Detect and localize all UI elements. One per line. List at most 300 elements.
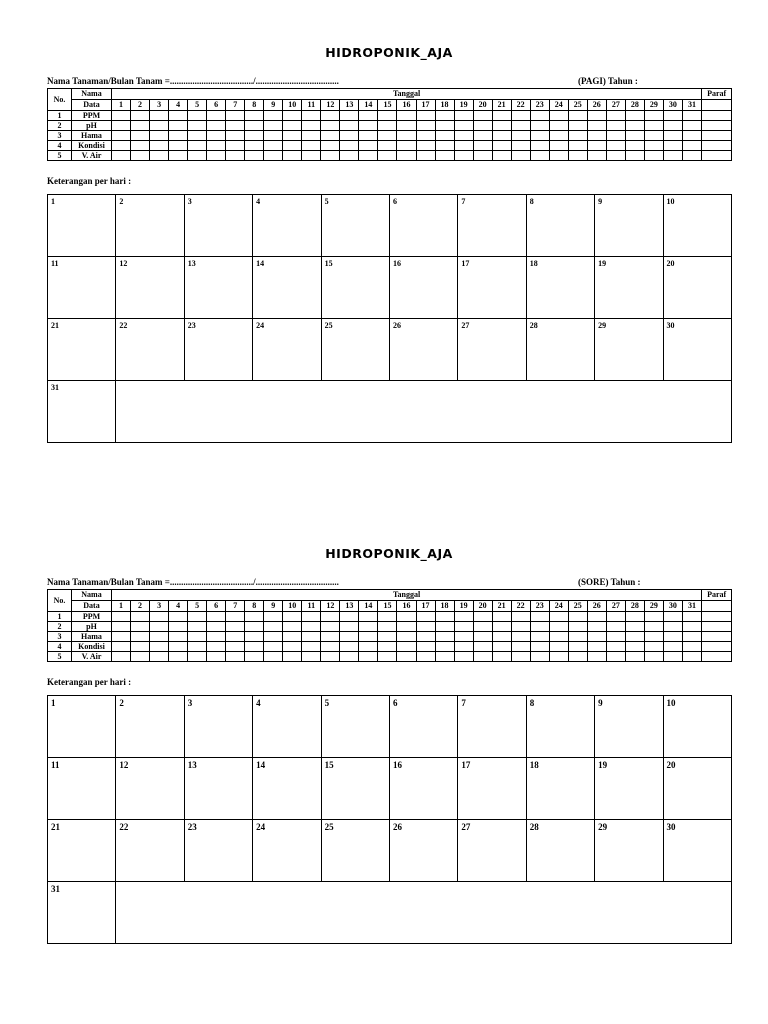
data-cell[interactable] xyxy=(302,652,321,662)
data-cell[interactable] xyxy=(663,141,682,151)
data-cell[interactable] xyxy=(511,111,530,121)
data-cell[interactable] xyxy=(321,121,340,131)
data-cell[interactable] xyxy=(112,612,131,622)
data-cell[interactable] xyxy=(549,652,568,662)
data-cell[interactable] xyxy=(644,121,663,131)
data-cell[interactable] xyxy=(302,121,321,131)
data-cell[interactable] xyxy=(264,111,283,121)
data-cell[interactable] xyxy=(112,121,131,131)
note-day-cell[interactable] xyxy=(116,696,184,758)
note-day-cell[interactable] xyxy=(253,319,321,381)
data-cell[interactable] xyxy=(454,141,473,151)
data-cell[interactable] xyxy=(473,151,492,161)
data-cell[interactable] xyxy=(492,121,511,131)
data-cell[interactable] xyxy=(378,622,397,632)
paraf-cell[interactable] xyxy=(702,121,732,131)
data-cell[interactable] xyxy=(188,642,207,652)
data-cell[interactable] xyxy=(473,141,492,151)
data-cell[interactable] xyxy=(226,642,245,652)
data-cell[interactable] xyxy=(131,622,150,632)
data-cell[interactable] xyxy=(112,622,131,632)
data-cell[interactable] xyxy=(568,622,587,632)
data-cell[interactable] xyxy=(264,622,283,632)
data-cell[interactable] xyxy=(568,612,587,622)
data-cell[interactable] xyxy=(207,131,226,141)
data-cell[interactable] xyxy=(302,131,321,141)
data-cell[interactable] xyxy=(568,131,587,141)
data-cell[interactable] xyxy=(644,642,663,652)
data-cell[interactable] xyxy=(397,141,416,151)
data-cell[interactable] xyxy=(473,622,492,632)
data-cell[interactable] xyxy=(625,111,644,121)
note-day-cell[interactable] xyxy=(48,882,116,944)
data-cell[interactable] xyxy=(169,642,188,652)
data-cell[interactable] xyxy=(112,131,131,141)
data-cell[interactable] xyxy=(625,652,644,662)
data-cell[interactable] xyxy=(682,632,701,642)
data-cell[interactable] xyxy=(207,111,226,121)
data-cell[interactable] xyxy=(359,612,378,622)
data-cell[interactable] xyxy=(131,151,150,161)
data-cell[interactable] xyxy=(587,121,606,131)
note-day-cell[interactable] xyxy=(184,758,252,820)
note-day-cell[interactable] xyxy=(389,696,457,758)
data-cell[interactable] xyxy=(207,612,226,622)
data-cell[interactable] xyxy=(587,652,606,662)
data-cell[interactable] xyxy=(568,141,587,151)
paraf-cell[interactable] xyxy=(702,622,732,632)
data-cell[interactable] xyxy=(131,131,150,141)
data-cell[interactable] xyxy=(511,632,530,642)
data-cell[interactable] xyxy=(283,652,302,662)
note-day-cell[interactable] xyxy=(116,257,184,319)
note-day-cell[interactable] xyxy=(458,758,526,820)
note-day-cell[interactable] xyxy=(253,820,321,882)
data-cell[interactable] xyxy=(169,652,188,662)
data-cell[interactable] xyxy=(454,642,473,652)
data-cell[interactable] xyxy=(454,151,473,161)
data-cell[interactable] xyxy=(245,111,264,121)
note-day-cell[interactable] xyxy=(389,319,457,381)
data-cell[interactable] xyxy=(568,151,587,161)
data-cell[interactable] xyxy=(340,612,359,622)
data-cell[interactable] xyxy=(663,121,682,131)
note-day-cell[interactable] xyxy=(663,696,731,758)
data-cell[interactable] xyxy=(283,131,302,141)
data-cell[interactable] xyxy=(397,151,416,161)
data-cell[interactable] xyxy=(397,622,416,632)
data-cell[interactable] xyxy=(112,652,131,662)
data-cell[interactable] xyxy=(435,121,454,131)
data-cell[interactable] xyxy=(245,131,264,141)
data-cell[interactable] xyxy=(378,131,397,141)
data-cell[interactable] xyxy=(207,622,226,632)
data-cell[interactable] xyxy=(530,141,549,151)
data-cell[interactable] xyxy=(264,642,283,652)
data-cell[interactable] xyxy=(359,642,378,652)
data-cell[interactable] xyxy=(302,141,321,151)
note-day-cell[interactable] xyxy=(458,195,526,257)
data-cell[interactable] xyxy=(359,622,378,632)
data-cell[interactable] xyxy=(226,121,245,131)
note-day-cell[interactable] xyxy=(663,319,731,381)
note-day-cell[interactable] xyxy=(253,257,321,319)
data-cell[interactable] xyxy=(397,632,416,642)
data-cell[interactable] xyxy=(283,121,302,131)
data-cell[interactable] xyxy=(169,632,188,642)
data-cell[interactable] xyxy=(207,121,226,131)
note-day-cell[interactable] xyxy=(116,195,184,257)
data-cell[interactable] xyxy=(302,151,321,161)
note-blank-area[interactable] xyxy=(116,381,732,443)
data-cell[interactable] xyxy=(321,111,340,121)
note-day-cell[interactable] xyxy=(526,257,594,319)
data-cell[interactable] xyxy=(207,642,226,652)
data-cell[interactable] xyxy=(511,121,530,131)
data-cell[interactable] xyxy=(682,131,701,141)
note-day-cell[interactable] xyxy=(48,820,116,882)
data-cell[interactable] xyxy=(283,622,302,632)
data-cell[interactable] xyxy=(131,612,150,622)
paraf-cell[interactable] xyxy=(702,612,732,622)
data-cell[interactable] xyxy=(264,151,283,161)
data-cell[interactable] xyxy=(530,612,549,622)
data-cell[interactable] xyxy=(416,111,435,121)
data-cell[interactable] xyxy=(473,642,492,652)
data-cell[interactable] xyxy=(568,632,587,642)
note-day-cell[interactable] xyxy=(458,319,526,381)
data-cell[interactable] xyxy=(492,632,511,642)
data-cell[interactable] xyxy=(226,632,245,642)
data-cell[interactable] xyxy=(587,151,606,161)
data-cell[interactable] xyxy=(131,121,150,131)
data-cell[interactable] xyxy=(321,632,340,642)
data-cell[interactable] xyxy=(150,151,169,161)
paraf-cell[interactable] xyxy=(702,601,732,612)
note-day-cell[interactable] xyxy=(184,696,252,758)
data-cell[interactable] xyxy=(321,141,340,151)
data-cell[interactable] xyxy=(340,151,359,161)
note-day-cell[interactable] xyxy=(116,820,184,882)
data-cell[interactable] xyxy=(207,151,226,161)
data-cell[interactable] xyxy=(511,652,530,662)
data-cell[interactable] xyxy=(340,141,359,151)
data-cell[interactable] xyxy=(549,131,568,141)
note-day-cell[interactable] xyxy=(595,319,663,381)
data-cell[interactable] xyxy=(112,141,131,151)
data-cell[interactable] xyxy=(587,111,606,121)
data-cell[interactable] xyxy=(321,622,340,632)
note-day-cell[interactable] xyxy=(184,319,252,381)
data-cell[interactable] xyxy=(606,131,625,141)
data-cell[interactable] xyxy=(169,111,188,121)
data-cell[interactable] xyxy=(245,652,264,662)
paraf-cell[interactable] xyxy=(702,131,732,141)
data-cell[interactable] xyxy=(606,632,625,642)
data-cell[interactable] xyxy=(644,151,663,161)
data-cell[interactable] xyxy=(416,141,435,151)
paraf-cell[interactable] xyxy=(702,141,732,151)
data-cell[interactable] xyxy=(435,612,454,622)
data-cell[interactable] xyxy=(549,642,568,652)
note-day-cell[interactable] xyxy=(389,758,457,820)
note-day-cell[interactable] xyxy=(595,195,663,257)
note-day-cell[interactable] xyxy=(389,195,457,257)
data-cell[interactable] xyxy=(150,652,169,662)
data-cell[interactable] xyxy=(188,151,207,161)
data-cell[interactable] xyxy=(511,141,530,151)
data-cell[interactable] xyxy=(682,642,701,652)
note-day-cell[interactable] xyxy=(526,820,594,882)
data-cell[interactable] xyxy=(378,141,397,151)
data-cell[interactable] xyxy=(587,642,606,652)
data-cell[interactable] xyxy=(492,111,511,121)
data-cell[interactable] xyxy=(188,141,207,151)
data-cell[interactable] xyxy=(283,111,302,121)
data-cell[interactable] xyxy=(321,612,340,622)
data-cell[interactable] xyxy=(625,612,644,622)
data-cell[interactable] xyxy=(150,121,169,131)
data-cell[interactable] xyxy=(150,622,169,632)
note-day-cell[interactable] xyxy=(116,319,184,381)
data-cell[interactable] xyxy=(606,111,625,121)
data-cell[interactable] xyxy=(302,622,321,632)
data-cell[interactable] xyxy=(587,612,606,622)
data-cell[interactable] xyxy=(625,121,644,131)
data-cell[interactable] xyxy=(112,151,131,161)
data-cell[interactable] xyxy=(682,151,701,161)
data-cell[interactable] xyxy=(454,111,473,121)
data-cell[interactable] xyxy=(530,111,549,121)
data-cell[interactable] xyxy=(625,632,644,642)
data-cell[interactable] xyxy=(397,111,416,121)
data-cell[interactable] xyxy=(131,111,150,121)
data-cell[interactable] xyxy=(131,141,150,151)
data-cell[interactable] xyxy=(663,642,682,652)
data-cell[interactable] xyxy=(568,121,587,131)
data-cell[interactable] xyxy=(682,111,701,121)
data-cell[interactable] xyxy=(226,141,245,151)
data-cell[interactable] xyxy=(245,612,264,622)
data-cell[interactable] xyxy=(511,131,530,141)
data-cell[interactable] xyxy=(606,121,625,131)
data-cell[interactable] xyxy=(302,632,321,642)
data-cell[interactable] xyxy=(283,141,302,151)
note-day-cell[interactable] xyxy=(321,257,389,319)
data-cell[interactable] xyxy=(454,612,473,622)
data-cell[interactable] xyxy=(359,111,378,121)
data-cell[interactable] xyxy=(511,642,530,652)
note-day-cell[interactable] xyxy=(184,195,252,257)
note-day-cell[interactable] xyxy=(321,319,389,381)
data-cell[interactable] xyxy=(397,612,416,622)
data-cell[interactable] xyxy=(549,612,568,622)
data-cell[interactable] xyxy=(644,111,663,121)
data-cell[interactable] xyxy=(473,121,492,131)
data-cell[interactable] xyxy=(340,632,359,642)
data-cell[interactable] xyxy=(587,632,606,642)
data-cell[interactable] xyxy=(606,642,625,652)
data-cell[interactable] xyxy=(454,131,473,141)
note-day-cell[interactable] xyxy=(253,195,321,257)
data-cell[interactable] xyxy=(511,612,530,622)
data-cell[interactable] xyxy=(397,652,416,662)
data-cell[interactable] xyxy=(682,652,701,662)
note-day-cell[interactable] xyxy=(389,820,457,882)
data-cell[interactable] xyxy=(682,141,701,151)
note-day-cell[interactable] xyxy=(595,758,663,820)
data-cell[interactable] xyxy=(549,111,568,121)
data-cell[interactable] xyxy=(663,652,682,662)
data-cell[interactable] xyxy=(207,141,226,151)
note-day-cell[interactable] xyxy=(526,319,594,381)
data-cell[interactable] xyxy=(321,131,340,141)
note-day-cell[interactable] xyxy=(663,758,731,820)
data-cell[interactable] xyxy=(549,151,568,161)
data-cell[interactable] xyxy=(378,632,397,642)
data-cell[interactable] xyxy=(625,151,644,161)
note-day-cell[interactable] xyxy=(595,696,663,758)
data-cell[interactable] xyxy=(587,622,606,632)
data-cell[interactable] xyxy=(473,131,492,141)
data-cell[interactable] xyxy=(682,121,701,131)
data-cell[interactable] xyxy=(188,612,207,622)
data-cell[interactable] xyxy=(682,622,701,632)
data-cell[interactable] xyxy=(245,622,264,632)
data-cell[interactable] xyxy=(378,642,397,652)
data-cell[interactable] xyxy=(283,151,302,161)
note-day-cell[interactable] xyxy=(116,758,184,820)
data-cell[interactable] xyxy=(131,642,150,652)
paraf-cell[interactable] xyxy=(702,652,732,662)
data-cell[interactable] xyxy=(454,622,473,632)
data-cell[interactable] xyxy=(245,151,264,161)
data-cell[interactable] xyxy=(378,151,397,161)
data-cell[interactable] xyxy=(131,632,150,642)
data-cell[interactable] xyxy=(416,121,435,131)
data-cell[interactable] xyxy=(188,111,207,121)
data-cell[interactable] xyxy=(530,632,549,642)
data-cell[interactable] xyxy=(150,612,169,622)
note-day-cell[interactable] xyxy=(48,381,116,443)
note-blank-area[interactable] xyxy=(116,882,732,944)
data-cell[interactable] xyxy=(112,111,131,121)
data-cell[interactable] xyxy=(435,111,454,121)
data-cell[interactable] xyxy=(150,111,169,121)
data-cell[interactable] xyxy=(644,622,663,632)
data-cell[interactable] xyxy=(226,622,245,632)
data-cell[interactable] xyxy=(359,151,378,161)
note-day-cell[interactable] xyxy=(321,820,389,882)
data-cell[interactable] xyxy=(530,151,549,161)
data-cell[interactable] xyxy=(169,131,188,141)
data-cell[interactable] xyxy=(625,131,644,141)
data-cell[interactable] xyxy=(473,632,492,642)
data-cell[interactable] xyxy=(549,121,568,131)
data-cell[interactable] xyxy=(359,652,378,662)
data-cell[interactable] xyxy=(378,111,397,121)
data-cell[interactable] xyxy=(511,151,530,161)
note-day-cell[interactable] xyxy=(321,758,389,820)
data-cell[interactable] xyxy=(321,642,340,652)
data-cell[interactable] xyxy=(530,121,549,131)
data-cell[interactable] xyxy=(378,652,397,662)
data-cell[interactable] xyxy=(663,131,682,141)
note-day-cell[interactable] xyxy=(526,696,594,758)
data-cell[interactable] xyxy=(340,111,359,121)
data-cell[interactable] xyxy=(644,652,663,662)
data-cell[interactable] xyxy=(568,652,587,662)
data-cell[interactable] xyxy=(606,151,625,161)
data-cell[interactable] xyxy=(188,121,207,131)
data-cell[interactable] xyxy=(530,652,549,662)
data-cell[interactable] xyxy=(340,642,359,652)
data-cell[interactable] xyxy=(435,632,454,642)
data-cell[interactable] xyxy=(264,131,283,141)
note-day-cell[interactable] xyxy=(253,758,321,820)
paraf-cell[interactable] xyxy=(702,111,732,121)
data-cell[interactable] xyxy=(568,111,587,121)
data-cell[interactable] xyxy=(188,622,207,632)
data-cell[interactable] xyxy=(663,111,682,121)
paraf-cell[interactable] xyxy=(702,100,732,111)
data-cell[interactable] xyxy=(150,141,169,151)
data-cell[interactable] xyxy=(606,652,625,662)
data-cell[interactable] xyxy=(473,612,492,622)
data-cell[interactable] xyxy=(378,612,397,622)
data-cell[interactable] xyxy=(264,612,283,622)
data-cell[interactable] xyxy=(112,642,131,652)
paraf-cell[interactable] xyxy=(702,642,732,652)
data-cell[interactable] xyxy=(644,632,663,642)
data-cell[interactable] xyxy=(511,622,530,632)
data-cell[interactable] xyxy=(359,141,378,151)
data-cell[interactable] xyxy=(549,141,568,151)
note-day-cell[interactable] xyxy=(321,195,389,257)
data-cell[interactable] xyxy=(283,612,302,622)
paraf-cell[interactable] xyxy=(702,632,732,642)
data-cell[interactable] xyxy=(549,632,568,642)
note-day-cell[interactable] xyxy=(595,820,663,882)
data-cell[interactable] xyxy=(340,652,359,662)
data-cell[interactable] xyxy=(644,131,663,141)
data-cell[interactable] xyxy=(226,151,245,161)
note-day-cell[interactable] xyxy=(48,319,116,381)
data-cell[interactable] xyxy=(625,622,644,632)
data-cell[interactable] xyxy=(169,141,188,151)
data-cell[interactable] xyxy=(264,632,283,642)
note-day-cell[interactable] xyxy=(663,257,731,319)
data-cell[interactable] xyxy=(530,131,549,141)
note-day-cell[interactable] xyxy=(48,195,116,257)
data-cell[interactable] xyxy=(226,652,245,662)
data-cell[interactable] xyxy=(435,622,454,632)
data-cell[interactable] xyxy=(435,642,454,652)
note-day-cell[interactable] xyxy=(595,257,663,319)
note-day-cell[interactable] xyxy=(389,257,457,319)
note-day-cell[interactable] xyxy=(253,696,321,758)
data-cell[interactable] xyxy=(169,121,188,131)
note-day-cell[interactable] xyxy=(48,257,116,319)
data-cell[interactable] xyxy=(226,111,245,121)
data-cell[interactable] xyxy=(340,131,359,141)
data-cell[interactable] xyxy=(682,612,701,622)
data-cell[interactable] xyxy=(359,131,378,141)
data-cell[interactable] xyxy=(169,151,188,161)
data-cell[interactable] xyxy=(587,131,606,141)
data-cell[interactable] xyxy=(340,622,359,632)
data-cell[interactable] xyxy=(416,632,435,642)
